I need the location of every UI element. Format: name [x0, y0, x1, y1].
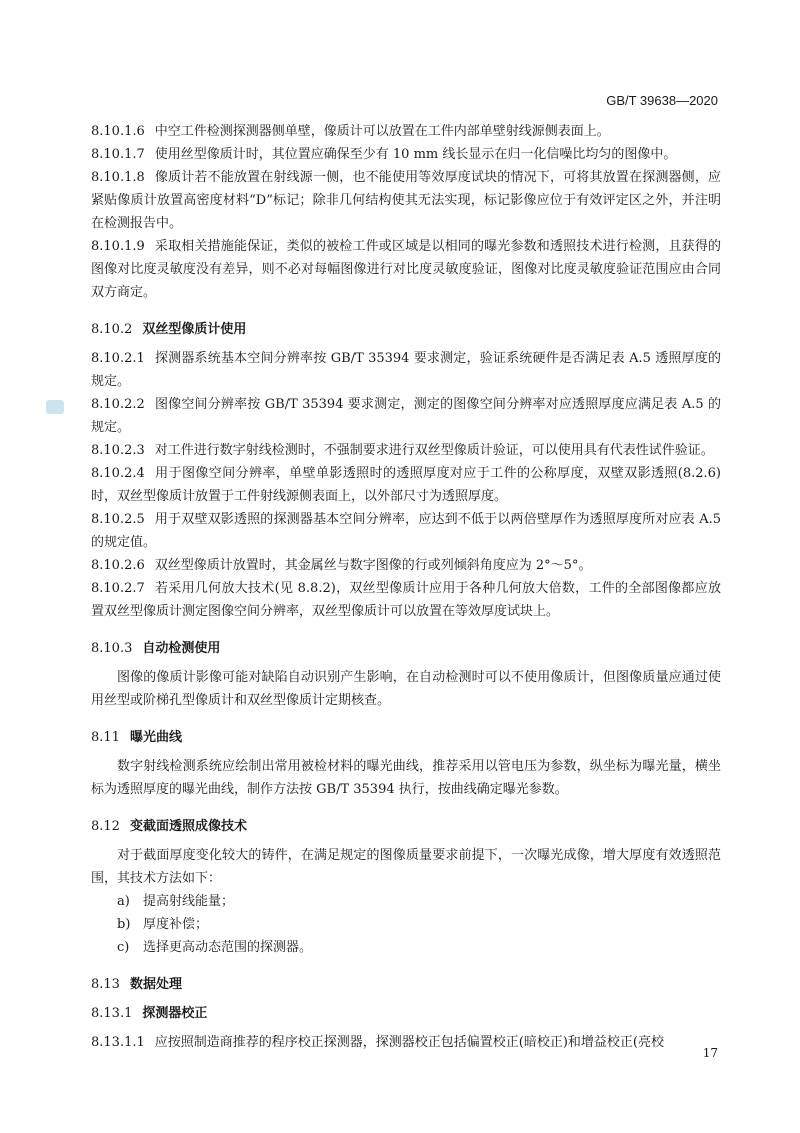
clause-8-10-3-body: 图像的像质计影像可能对缺陷自动识别产生影响，在自动检测时可以不使用像质计，但图像质量应通过使用丝型或阶梯孔型像质计和双丝型像质计定期核查。	[91, 670, 721, 708]
page-number: 17	[702, 1046, 718, 1060]
clause-8-10-1-6: 8.10.1.6 中空工件检测探测器侧单壁，像质计可以放置在工件内部单壁射线源侧表面上。	[91, 124, 610, 139]
clause-8-10-1-7: 8.10.1.7 使用丝型像质计时，其位置应确保至少有 10 mm 线长显示在归一化信噪比均匀的图像中。	[91, 147, 677, 162]
clause-8-10-2-7: 8.10.2.7 若采用几何放大技术(见 8.8.2)，双丝型像质计应用于各种几何放大倍数，工件的全部图像都应放置双丝型像质计测定图像空间分辨率，双丝型像质计可以放置在等效厚度试块上。	[91, 581, 721, 619]
clause-8-12-body: 对于截面厚度变化较大的铸件，在满足规定的图像质量要求前提下，一次曝光成像，增大厚度有效透照范围，其技术方法如下：	[91, 848, 721, 886]
clause-8-10-2-3: 8.10.2.3 对工件进行数字射线检测时，不强制要求进行双丝型像质计验证，可以使用具有代表性试件验证。	[91, 443, 714, 458]
list-item: a) 提高射线能量；	[117, 894, 235, 909]
side-watermark-mark	[46, 400, 64, 414]
clause-8-13-1-1: 8.13.1.1 应按照制造商推荐的程序校正探测器，探测器校正包括偏置校正(暗校正)和增益校正(亮校	[91, 1035, 664, 1050]
heading-8-12: 8.12 变截面透照成像技术	[91, 819, 247, 834]
clause-8-10-2-2: 8.10.2.2 图像空间分辨率按 GB/T 35394 要求测定，测定的图像空间分辨率对应透照厚度应满足表 A.5 的规定。	[91, 397, 721, 435]
clause-8-11-body: 数字射线检测系统应绘制出常用被检材料的曝光曲线，推荐采用以管电压为参数，纵坐标为曝光量，横坐标为透照厚度的曝光曲线，制作方法按 GB/T 35394 执行，按曲线确定曝光参数。	[91, 759, 721, 797]
clause-8-10-2-6: 8.10.2.6 双丝型像质计放置时，其金属丝与数字图像的行或列倾斜角度应为 2°～5°。	[91, 558, 592, 573]
heading-8-10-3: 8.10.3 自动检测使用	[91, 641, 221, 656]
clause-8-10-2-5: 8.10.2.5 用于双壁双影透照的探测器基本空间分辨率，应达到不低于以两倍壁厚作为透照厚度所对应表 A.5 的规定值。	[91, 512, 721, 550]
clause-8-10-2-4: 8.10.2.4 用于图像空间分辨率，单壁单影透照时的透照厚度对应于工件的公称厚度，双壁双影透照(8.2.6)时，双丝型像质计放置于工件射线源侧表面上，以外部尺寸为透照厚度。	[91, 466, 721, 504]
clause-8-10-1-9: 8.10.1.9 采取相关措施能保证，类似的被检工件或区域是以相同的曝光参数和透照技术进行检测，且获得的图像对比度灵敏度没有差异，则不必对每幅图像进行对比度灵敏度验证，图像对比度灵敏度验证范围应由合同双方商定。	[91, 239, 721, 300]
heading-8-10-2: 8.10.2 双丝型像质计使用	[91, 322, 247, 337]
heading-8-13: 8.13 数据处理	[91, 977, 182, 992]
standard-number: GB/T 39638—2020	[606, 93, 718, 108]
clause-8-10-2-1: 8.10.2.1 探测器系统基本空间分辨率按 GB/T 35394 要求测定，验证系统硬件是否满足表 A.5 透照厚度的规定。	[91, 351, 721, 389]
list-item: b) 厚度补偿；	[117, 917, 209, 932]
heading-8-13-1: 8.13.1 探测器校正	[91, 1006, 208, 1021]
heading-8-11: 8.11 曝光曲线	[91, 730, 182, 745]
list-item: c) 选择更高动态范围的探测器。	[117, 940, 313, 955]
document-body	[91, 120, 721, 1054]
clause-8-10-1-8: 8.10.1.8 像质计若不能放置在射线源一侧，也不能使用等效厚度试块的情况下，可将其放置在探测器侧，应紧贴像质计放置高密度材料“D”标记；除非几何结构使其无法实现，标记影像应位于有效评定区之外，并注明在检测报告中。	[91, 170, 721, 231]
